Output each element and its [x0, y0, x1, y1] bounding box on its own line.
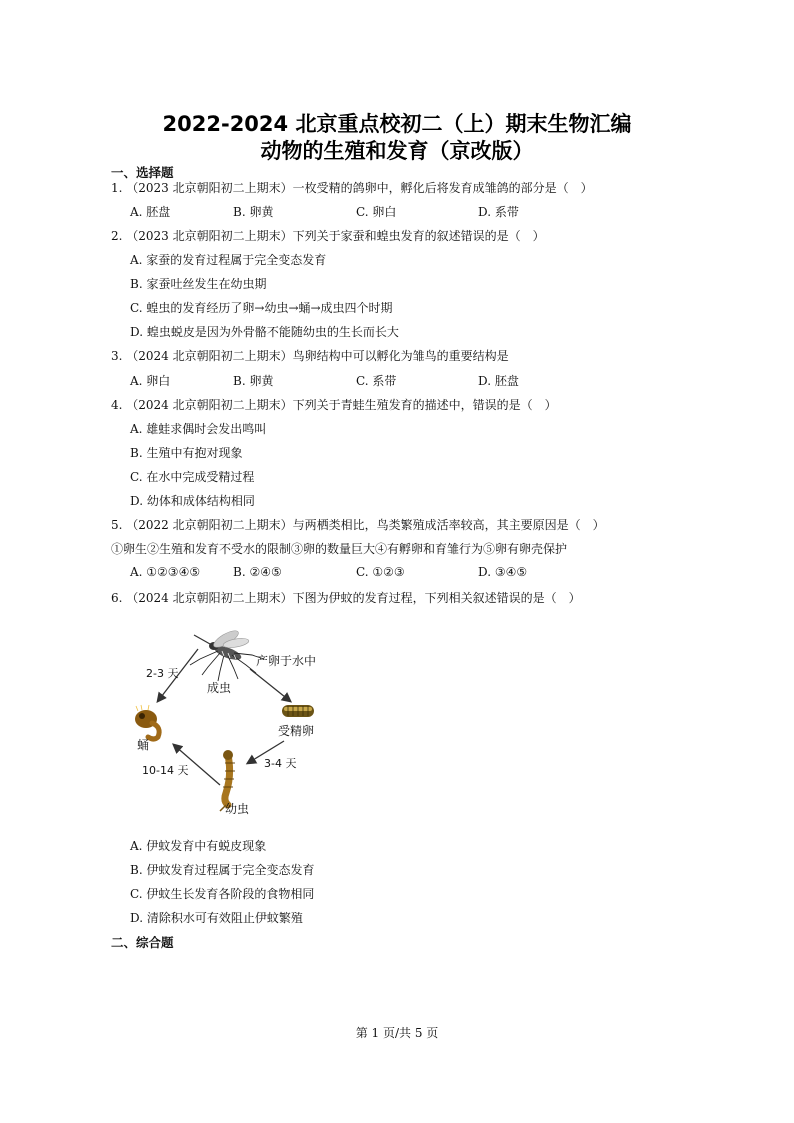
pupa-icon [135, 705, 159, 739]
option-b: B. 卵黄 [233, 374, 274, 388]
option-b: B. 卵黄 [233, 205, 274, 219]
question-2-stem: 2. （2023 北京朝阳初二上期末）下列关于家蚕和蝗虫发育的叙述错误的是（ ） [111, 229, 545, 243]
option-c: C. ①②③ [356, 565, 405, 579]
question-3-stem: 3. （2024 北京朝阳初二上期末）鸟卵结构中可以孵化为雏鸟的重要结构是 [111, 349, 509, 363]
question-4-stem: 4. （2024 北京朝阳初二上期末）下列关于青蛙生殖发育的描述中，错误的是（ ） [111, 398, 557, 412]
egg-raft-icon [282, 705, 314, 717]
arrow-adult-to-egg [250, 669, 290, 701]
question-6-option-a: A. 伊蚊发育中有蜕皮现象 [130, 839, 267, 853]
option-d: D. ③④⑤ [478, 565, 528, 579]
question-2-option-a: A. 家蚕的发育过程属于完全变态发育 [130, 253, 327, 267]
question-6-option-c: C. 伊蚊生长发育各阶段的食物相同 [130, 887, 315, 901]
question-4-option-a: A. 雄蛙求偶时会发出鸣叫 [130, 422, 267, 436]
option-c: C. 卵白 [356, 205, 397, 219]
question-6-stem: 6. （2024 北京朝阳初二上期末）下图为伊蚊的发育过程，下列相关叙述错误的是（ ） [111, 591, 581, 605]
label-10-14-days: 10-14 天 [142, 764, 189, 777]
question-6-option-b: B. 伊蚊发育过程属于完全变态发育 [130, 863, 315, 877]
option-a: A. 胚盘 [130, 205, 171, 219]
option-c: C. 系带 [356, 374, 397, 388]
option-b: B. ②④⑤ [233, 565, 282, 579]
question-5-stem: 5. （2022 北京朝阳初二上期末）与两栖类相比，鸟类繁殖成活率较高，其主要原因是（ ） [111, 518, 605, 532]
adult-mosquito-icon [190, 628, 264, 681]
question-6-option-d: D. 清除积水可有效阻止伊蚊繁殖 [130, 911, 303, 925]
label-larva: 幼虫 [225, 802, 250, 816]
option-d: D. 系带 [478, 205, 519, 219]
section-heading-comprehensive: 二、综合题 [111, 935, 174, 950]
label-lay-eggs-in-water: 产卵于水中 [256, 654, 317, 668]
label-egg: 受精卵 [278, 724, 315, 738]
mosquito-life-cycle-figure [128, 615, 348, 825]
question-2-option-d: D. 蝗虫蜕皮是因为外骨骼不能随幼虫的生长而长大 [130, 325, 399, 339]
question-2-option-c: C. 蝗虫的发育经历了卵→幼虫→蛹→成虫四个时期 [130, 301, 393, 315]
question-4-option-c: C. 在水中完成受精过程 [130, 470, 255, 484]
label-3-4-days: 3-4 天 [264, 757, 297, 770]
option-a: A. 卵白 [130, 374, 171, 388]
question-2-option-b: B. 家蚕吐丝发生在幼虫期 [130, 277, 267, 291]
question-4-option-b: B. 生殖中有抱对现象 [130, 446, 243, 460]
section-heading-choice: 一、选择题 [111, 165, 174, 180]
page-number-footer: 第 1 页/共 5 页 [355, 1026, 439, 1040]
label-adult: 成虫 [207, 681, 232, 695]
option-a: A. ①②③④⑤ [130, 565, 201, 579]
label-pupa: 蛹 [137, 738, 150, 752]
label-2-3-days: 2-3 天 [146, 667, 179, 680]
document-title-line2: 动物的生殖和发育（京改版） [260, 139, 534, 163]
question-1-stem: 1. （2023 北京朝阳初二上期末）一枚受精的鸽卵中，孵化后将发育成雏鸽的部分是（ ） [111, 181, 593, 195]
question-4-option-d: D. 幼体和成体结构相同 [130, 494, 255, 508]
document-title-line1: 2022-2024 北京重点校初二（上）期末生物汇编 [162, 112, 632, 136]
question-5-statements: ①卵生②生殖和发育不受水的限制③卵的数量巨大④有孵卵和育雏行为⑤卵有卵壳保护 [111, 542, 568, 556]
option-d: D. 胚盘 [478, 374, 519, 388]
